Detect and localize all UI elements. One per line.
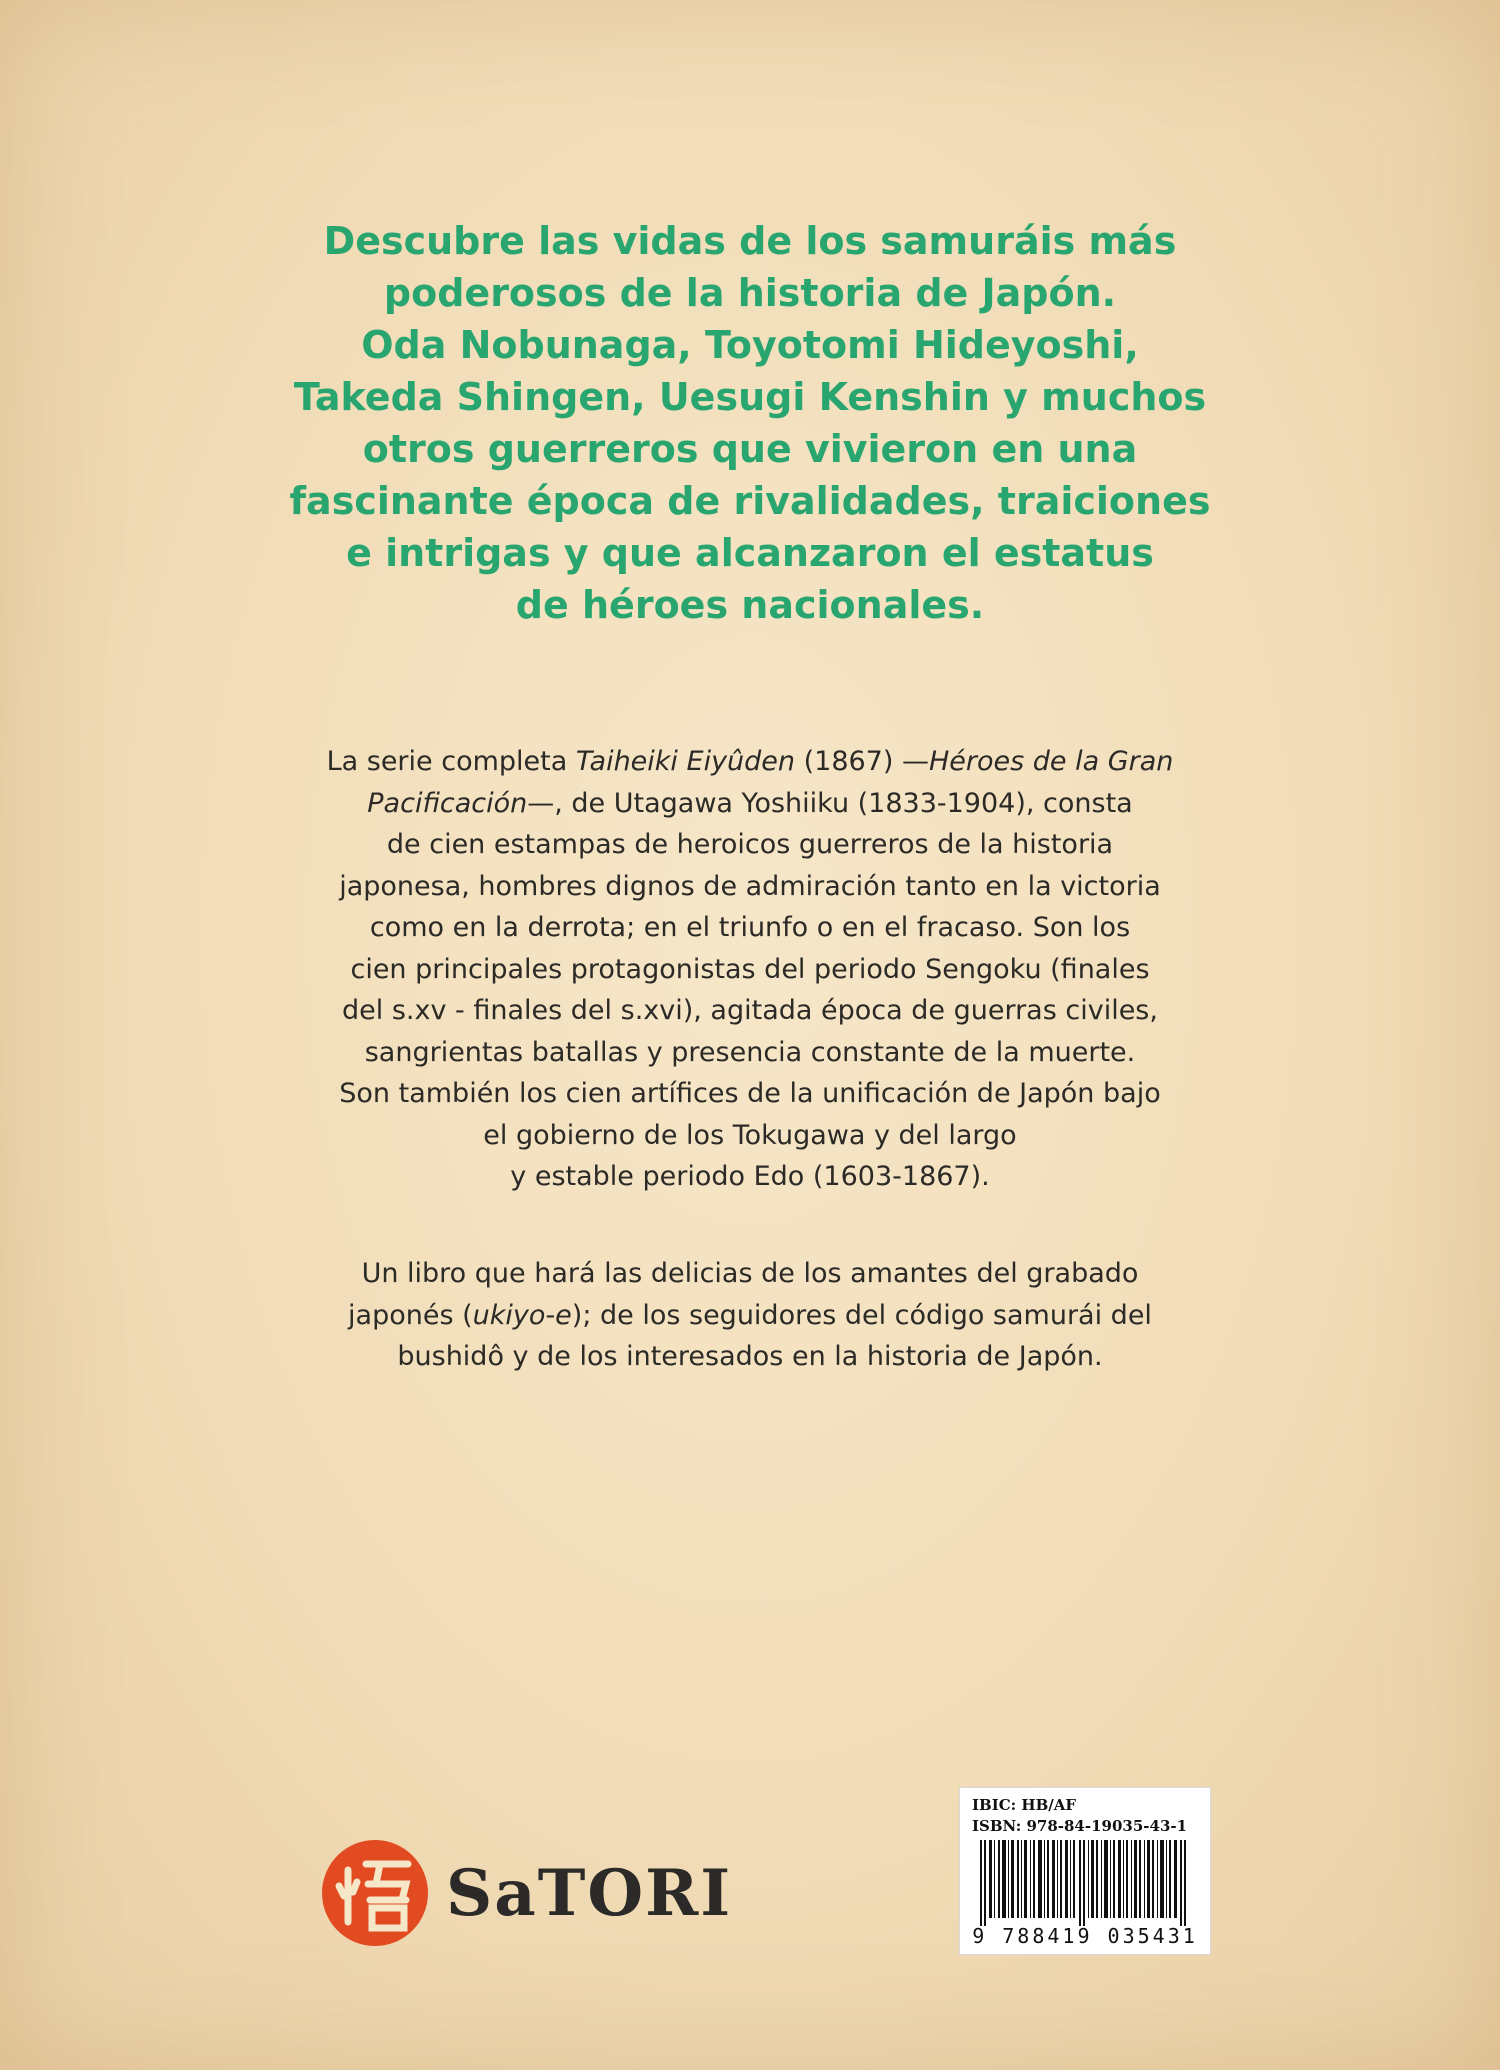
paragraph-line: del s.xv - finales del s.xvi), agitada época de guerras civiles,: [342, 995, 1158, 1026]
paragraph-line: [0, 1295, 1500, 1337]
isbn-code: ISBN: 978-84-19035-43-1: [972, 1817, 1188, 1835]
blurb-line: de héroes nacionales.: [515, 583, 985, 627]
paragraph-line: sangrientas batallas y presencia constante de la muerte.: [364, 1036, 1136, 1068]
cover-blurb: [0, 215, 1500, 631]
paragraph-line: como en la derrota; en el triunfo o en el fracaso. Son los: [369, 912, 1131, 943]
paragraph-line: cien principales protagonistas del periodo Sengoku (finales: [350, 953, 1150, 985]
paragraph-line: japonesa, hombres dignos de admiración tanto en la victoria: [339, 870, 1161, 902]
closing-paragraph: [0, 1253, 1500, 1378]
barcode-digits: 9 788419 035431: [972, 1924, 1198, 1948]
blurb-line: Takeda Shingen, Uesugi Kenshin y muchos: [293, 375, 1207, 419]
series-subtitle: Héroes de la Gran: [928, 746, 1174, 777]
blurb-line: fascinante época de rivalidades, traiciones: [289, 479, 1211, 523]
text-run: japonés (: [348, 1299, 473, 1331]
publisher-logo: [322, 1838, 732, 1948]
blurb-line: Oda Nobunaga, Toyotomi Hideyoshi,: [361, 323, 1139, 367]
series-title: Taiheiki Eiyûden: [575, 746, 796, 777]
paragraph-line: Son también los cien artífices de la unificación de Japón bajo: [339, 1078, 1161, 1109]
paragraph-line: de cien estampas de heroicos guerreros de la historia: [386, 829, 1114, 860]
blurb-line: poderosos de la historia de Japón.: [383, 271, 1117, 315]
publisher-name: SaTORI: [446, 1855, 733, 1931]
barcode-bars: [980, 1840, 1190, 1926]
series-subtitle: Pacificación: [367, 787, 528, 819]
seal-glyph-graphic: [322, 1840, 428, 1946]
ibic-code: IBIC: HB/AF: [972, 1796, 1077, 1814]
paragraph-line: [0, 783, 1500, 825]
blurb-line: e intrigas y que alcanzaron el estatus: [346, 531, 1154, 575]
paragraph-line: Un libro que hará las delicias de los amantes del grabado: [361, 1258, 1139, 1289]
blurb-line: otros guerreros que vivieron en una: [362, 427, 1138, 471]
paragraph-line: [0, 741, 1500, 783]
paragraph-line: el gobierno de los Tokugawa y del largo: [483, 1119, 1017, 1151]
blurb-line: Descubre las vidas de los samuráis más: [323, 219, 1177, 263]
text-run: ); de los seguidores del código samurái del: [571, 1299, 1152, 1331]
barcode-label: [959, 1787, 1211, 1955]
satori-seal-icon: [322, 1840, 428, 1946]
italic-term: ukiyo-e: [472, 1299, 572, 1331]
description-paragraph: [0, 741, 1500, 1198]
text-run: La serie completa: [326, 746, 576, 777]
text-run: (1867) —: [795, 746, 929, 777]
paragraph-line: y estable periodo Edo (1603-1867).: [510, 1161, 990, 1192]
paragraph-line: bushidô y de los interesados en la historia de Japón.: [397, 1341, 1103, 1372]
text-run: —, de Utagawa Yoshiiku (1833-1904), consta: [527, 787, 1133, 819]
